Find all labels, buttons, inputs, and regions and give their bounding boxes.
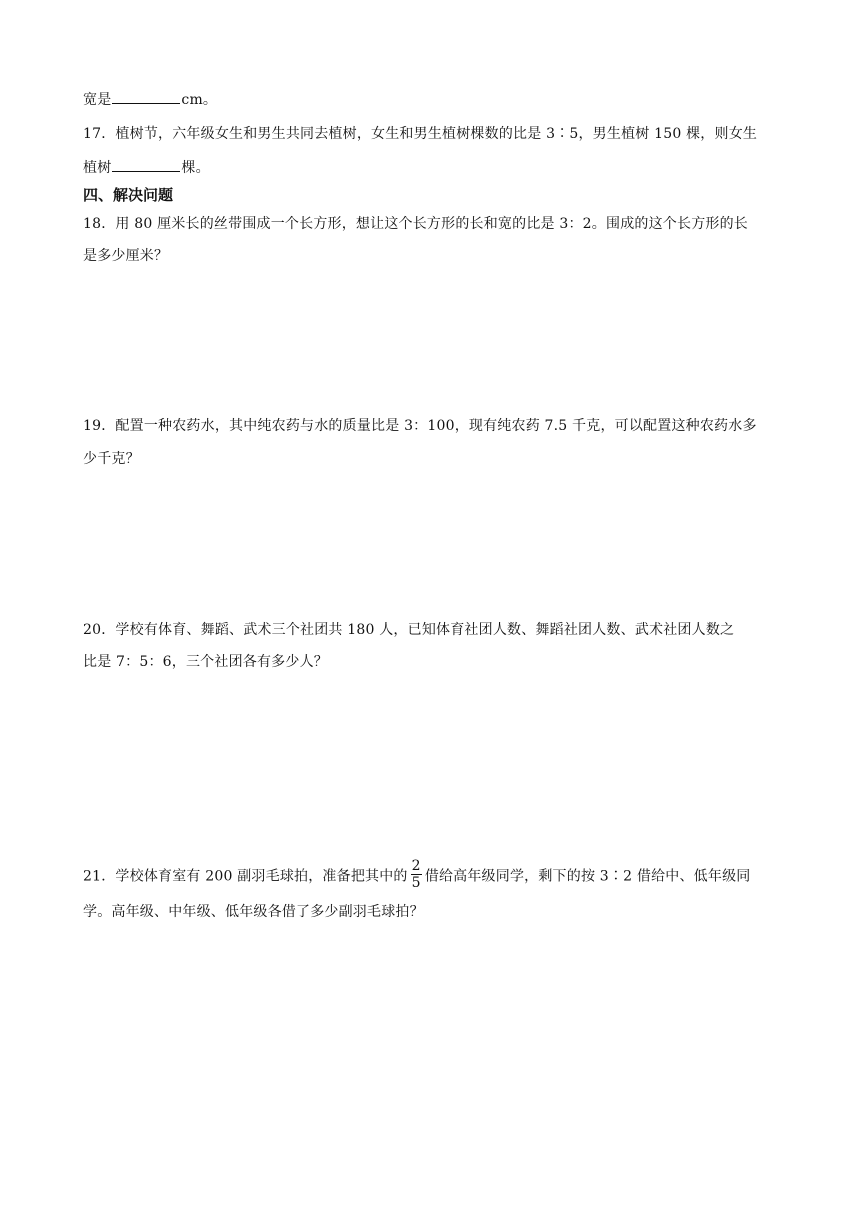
fraction-two-fifths xyxy=(411,858,422,891)
q16-tail-line xyxy=(83,89,217,110)
fraction-denominator: 5 xyxy=(411,875,421,891)
q20-line2: 比是 7：5：6，三个社团各有多少人？ xyxy=(83,654,328,670)
q19-line2: 少千克？ xyxy=(83,451,140,467)
q17-suffix: 棵。 xyxy=(181,160,210,176)
q19-line1: 19．配置一种农药水，其中纯农药与水的质量比是 3：100，现有纯农药 7.5 千克，可以配置这种农药水多 xyxy=(83,418,757,434)
fraction-numerator: 2 xyxy=(411,858,421,874)
section-heading: 四、解决问题 xyxy=(83,186,174,204)
q18-line1: 18．用 80 厘米长的丝带围成一个长方形，想让这个长方形的长和宽的比是 3：2。围成的这个长方形的长 xyxy=(83,216,748,232)
q16-prefix: 宽是 xyxy=(83,92,112,108)
q21-suffix: 借给高年级同学，剩下的按 3∶2 借给中、低年级同 xyxy=(424,868,751,885)
q21-line1 xyxy=(83,860,750,893)
q16-answer-blank[interactable] xyxy=(112,89,180,104)
q17-line1: 17．植树节，六年级女生和男生共同去植树，女生和男生植树棵数的比是 3∶5，男生植树 150 棵，则女生 xyxy=(83,126,758,142)
q17-answer-blank[interactable] xyxy=(112,157,180,172)
q18-line2: 是多少厘米？ xyxy=(83,248,169,264)
q16-suffix: cm。 xyxy=(181,92,218,108)
q20-line1: 20．学校有体育、舞蹈、武术三个社团共 180 人，已知体育社团人数、舞蹈社团人数、武术社团人数之 xyxy=(83,622,735,638)
q17-prefix: 植树 xyxy=(83,160,112,176)
q17-line2 xyxy=(83,157,210,178)
q21-prefix: 21．学校体育室有 200 副羽毛球拍，准备把其中的 xyxy=(83,868,408,885)
q21-line2: 学。高年级、中年级、低年级各借了多少副羽毛球拍？ xyxy=(83,904,424,920)
